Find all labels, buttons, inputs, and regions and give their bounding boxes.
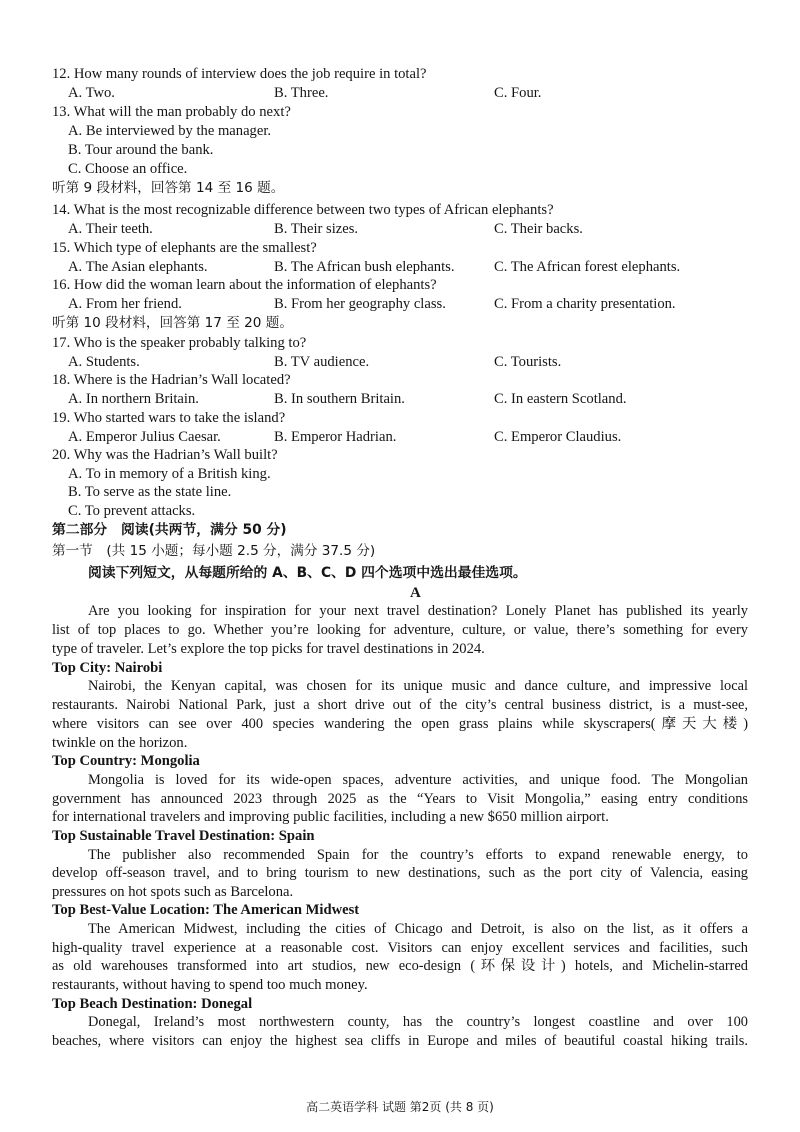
option-c: C. To prevent attacks. bbox=[68, 503, 196, 519]
question-stem: 15. Which type of elephants are the smallest? bbox=[52, 240, 317, 256]
option-a: A. Their teeth. bbox=[68, 221, 153, 237]
listening-instruction: 听第 9 段材料，回答第 14 至 16 题。 bbox=[52, 180, 285, 196]
paragraph-line: where visitors can see over 400 species wandering the open grass plains while skyscrapers(摩天大楼) bbox=[52, 716, 748, 732]
option-b: B. Their sizes. bbox=[274, 221, 359, 237]
option-a: A. Emperor Julius Caesar. bbox=[68, 429, 221, 445]
paragraph-line: as old warehouses transformed into art studios, new eco-design (环保设计) hotels, and Michelin-starred bbox=[52, 958, 748, 974]
option-c: C. Their backs. bbox=[494, 221, 583, 237]
paragraph-line: restaurants. Nairobi National Park, just a short drive out of the city’s central business district, is a must-see, bbox=[52, 697, 748, 713]
paragraph-line: pressures on hot spots such as Barcelona. bbox=[52, 884, 294, 900]
section-subheading: Top Beach Destination: Donegal bbox=[52, 996, 253, 1012]
option-b: B. To serve as the state line. bbox=[68, 484, 232, 500]
option-a: A. To in memory of a British king. bbox=[68, 466, 271, 482]
question-stem: 18. Where is the Hadrian’s Wall located? bbox=[52, 372, 291, 388]
paragraph-line: restaurants, without having to spend too much money. bbox=[52, 977, 368, 993]
option-a: A. In northern Britain. bbox=[68, 391, 199, 407]
option-b: B. TV audience. bbox=[274, 354, 370, 370]
option-c: C. Tourists. bbox=[494, 354, 562, 370]
option-a: A. Be interviewed by the manager. bbox=[68, 123, 272, 139]
paragraph-line: Are you looking for inspiration for your next travel destination? Lonely Planet has published its yearly bbox=[88, 603, 748, 619]
page-footer: 高二英语学科 试题 第2页 (共 8 页) bbox=[306, 1100, 494, 1114]
paragraph-line: The American Midwest, including the cities of Chicago and Detroit, is also on the list, as it offers a bbox=[88, 921, 748, 937]
reading-instruction: 阅读下列短文，从每题所给的 A、B、C、D 四个选项中选出最佳选项。 bbox=[88, 565, 527, 581]
option-b: B. In southern Britain. bbox=[274, 391, 405, 407]
paragraph-line: twinkle on the horizon. bbox=[52, 735, 188, 751]
option-c: C. In eastern Scotland. bbox=[494, 391, 627, 407]
section-subheading: Top Country: Mongolia bbox=[52, 753, 200, 769]
option-c: C. From a charity presentation. bbox=[494, 296, 676, 312]
question-stem: 13. What will the man probably do next? bbox=[52, 104, 291, 120]
listening-instruction: 听第 10 段材料，回答第 17 至 20 题。 bbox=[52, 315, 293, 331]
section-subheading: Top Best-Value Location: The American Midwest bbox=[52, 902, 360, 918]
option-a: A. Students. bbox=[68, 354, 140, 370]
paragraph-line: list of top places to go. Whether you’re looking for adventure, culture, or value, there’s something for every bbox=[52, 622, 748, 638]
section-subheading: Top City: Nairobi bbox=[52, 660, 163, 676]
option-b: B. From her geography class. bbox=[274, 296, 446, 312]
option-b: B. Tour around the bank. bbox=[68, 142, 214, 158]
section-heading: 第一节 (共 15 小题；每小题 2.5 分，满分 37.5 分) bbox=[52, 543, 376, 559]
paragraph-line: for international travelers and improving public facilities, including a new $650 million airport. bbox=[52, 809, 609, 825]
paragraph-line: Mongolia is loved for its wide-open spaces, adventure activities, and unique food. The Mongolian bbox=[88, 772, 748, 788]
option-c: C. Choose an office. bbox=[68, 161, 188, 177]
question-stem: 12. How many rounds of interview does the job require in total? bbox=[52, 66, 427, 82]
paragraph-line: type of traveler. Let’s explore the top picks for travel destinations in 2024. bbox=[52, 641, 485, 657]
option-b: B. Emperor Hadrian. bbox=[274, 429, 397, 445]
option-a: A. Two. bbox=[68, 85, 115, 101]
option-c: C. Four. bbox=[494, 85, 542, 101]
option-c: C. Emperor Claudius. bbox=[494, 429, 622, 445]
question-stem: 16. How did the woman learn about the information of elephants? bbox=[52, 277, 437, 293]
question-stem: 17. Who is the speaker probably talking to? bbox=[52, 335, 307, 351]
passage-letter: A bbox=[410, 585, 421, 601]
paragraph-line: Nairobi, the Kenyan capital, was chosen for its unique music and dance culture, and impressive local bbox=[88, 678, 748, 694]
paragraph-line: government has announced 2023 through 2025 as the “Years to Visit Mongolia,” easing entry conditions bbox=[52, 791, 748, 807]
question-stem: 19. Who started wars to take the island? bbox=[52, 410, 286, 426]
section-subheading: Top Sustainable Travel Destination: Spain bbox=[52, 828, 315, 844]
option-a: A. From her friend. bbox=[68, 296, 182, 312]
option-c: C. The African forest elephants. bbox=[494, 259, 681, 275]
paragraph-line: high-quality travel experience at a reasonable cost. Visitors can enjoy excellent services and facilities, such bbox=[52, 940, 748, 956]
question-stem: 14. What is the most recognizable difference between two types of African elephants? bbox=[52, 202, 554, 218]
option-b: B. The African bush elephants. bbox=[274, 259, 455, 275]
part-heading: 第二部分 阅读(共两节，满分 50 分) bbox=[52, 522, 287, 538]
option-a: A. The Asian elephants. bbox=[68, 259, 208, 275]
question-stem: 20. Why was the Hadrian’s Wall built? bbox=[52, 447, 278, 463]
paragraph-line: The publisher also recommended Spain for the country’s efforts to expand renewable energy, to bbox=[88, 847, 748, 863]
paragraph-line: Donegal, Ireland’s most northwestern county, has the country’s longest coastline and over 100 bbox=[88, 1014, 748, 1030]
paragraph-line: beaches, where visitors can enjoy the highest sea cliffs in Europe and miles of beautiful coastal hiking trails. bbox=[52, 1033, 748, 1049]
paragraph-line: develop off-season travel, and to bring tourism to new destinations, such as the port city of Valencia, easing bbox=[52, 865, 748, 881]
option-b: B. Three. bbox=[274, 85, 329, 101]
